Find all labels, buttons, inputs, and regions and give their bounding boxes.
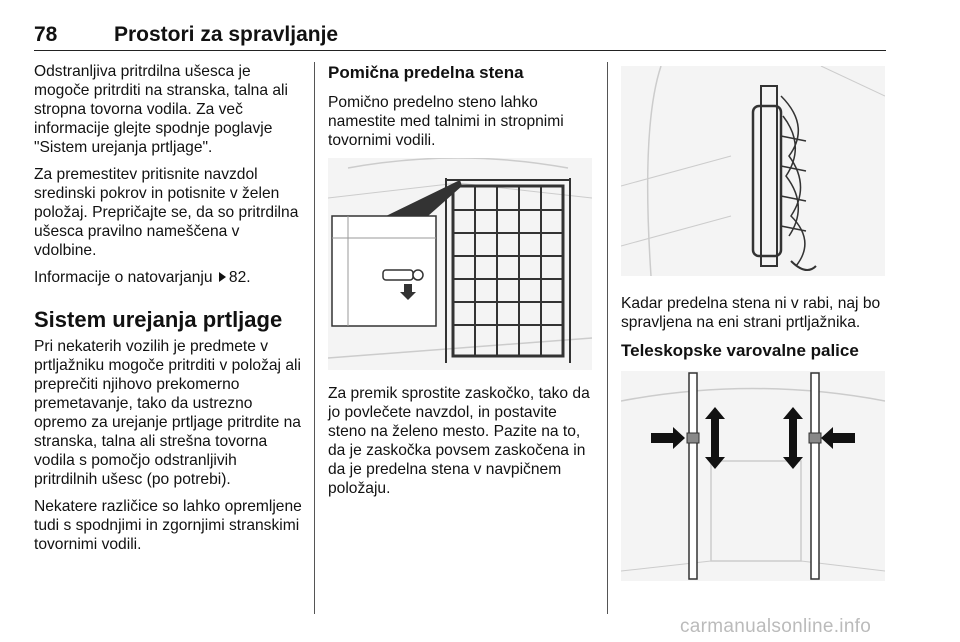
column-divider-1 <box>314 62 315 614</box>
paragraph-loading-ref <box>34 268 302 287</box>
section-heading-partition: Pomična predelna stena <box>328 63 524 82</box>
telescopic-bars-illustration <box>621 371 885 581</box>
section-heading-cargo-system: Sistem urejanja prtljage <box>34 307 283 332</box>
page-title: Prostori za spravljanje <box>114 23 339 46</box>
paragraph-partition-install: Pomično predelno steno lahko namestite med talnimi in stropnimi tovornimi vodili. <box>328 94 564 149</box>
paragraph-stowed: Kadar predelna stena ni v rabi, naj bo spravljena na eni strani prtljažnika. <box>621 295 881 331</box>
column-3 <box>621 62 887 581</box>
paragraph-eyelets: Odstranljiva pritrdilna ušesca je mogoče pritrditi na stranska, talna ali stropna tovorna vodila. Za več informacije glejte spodnje poglavje "Sistem urejanja prtljage". <box>34 63 288 156</box>
paragraph-cargo-system: Pri nekaterih vozilih je predmete v prtljažniku mogoče pritrditi v položaj ali preprečiti njihovo prekomerno premetavanje, tako da ustrezno opremo za urejanje prtljage pritrdite na stranska, talna ali strešna tovorna vodila s pomočjo odstranljivih pritrdilnih ušesc (po potrebi). <box>34 338 301 488</box>
column-2 <box>328 62 594 506</box>
loading-ref-page[interactable]: 82. <box>228 269 251 286</box>
page-ref-arrow-icon <box>219 272 226 282</box>
section-heading-telescopic-bars: Teleskopske varovalne palice <box>621 341 859 360</box>
watermark: carmanualsonline.info <box>680 616 872 637</box>
paragraph-partition-move: Za premik sprostite zaskočko, tako da jo povlečete navzdol, in postavite steno na želeno mesto. Pazite na to, da je zaskočka povsem zaskočena in da je predelna stena v navpičnem položaju. <box>328 385 590 497</box>
column-1 <box>34 62 302 562</box>
page-header <box>34 18 886 51</box>
stowed-partition-illustration <box>621 66 885 276</box>
page-number: 78 <box>34 23 58 46</box>
loading-ref-text: Informacije o natovarjanju <box>34 269 213 286</box>
partition-net-illustration <box>328 158 592 370</box>
column-divider-2 <box>607 62 608 614</box>
paragraph-variants: Nekatere različice so lahko opremljene tudi s spodnjimi in zgornjimi stranskimi tovornimi vodili. <box>34 498 302 553</box>
paragraph-move: Za premestitev pritisnite navzdol sredinski pokrov in potisnite v želen položaj. Prepričajte se, da so pritrdilna ušesca pravilno nameščena v vdolbine. <box>34 166 299 259</box>
